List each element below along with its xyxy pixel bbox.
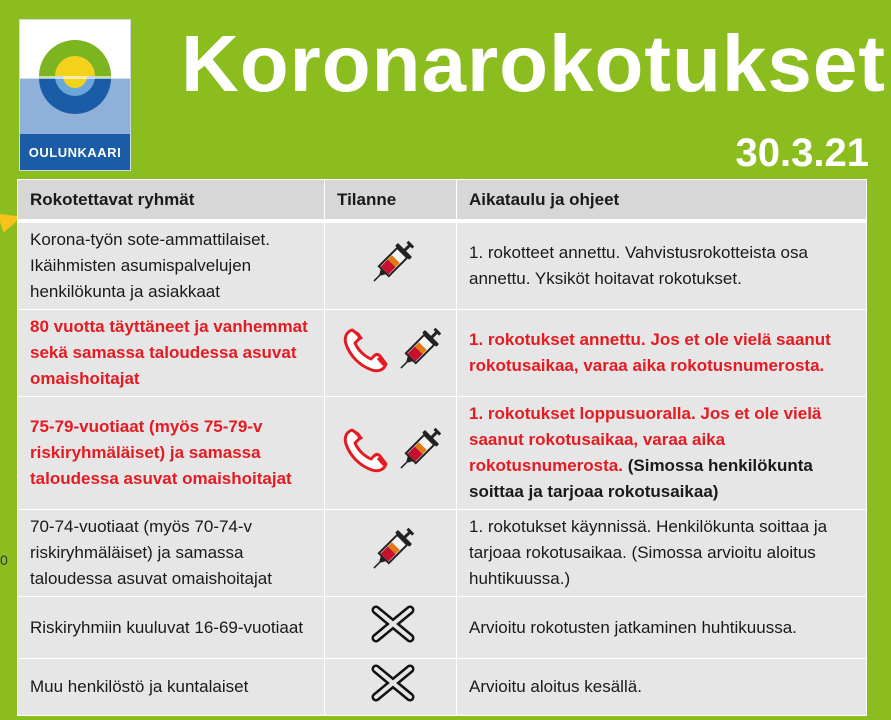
group-cell: 80 vuotta täyttäneet ja vanhemmat sekä samassa taloudessa asuvat omaishoitajat: [18, 310, 325, 397]
schedule-text: 1. rokotteet annettu. Vahvistusrokotteista osa annettu. Yksiköt hoitavat rokotukset.: [469, 243, 808, 288]
status-cell: [325, 659, 457, 716]
schedule-cell: [457, 510, 867, 597]
table-row: [18, 397, 867, 510]
schedule-cell: [457, 221, 867, 310]
schedule-cell: [457, 397, 867, 510]
table-row: [18, 597, 867, 659]
group-cell: 75-79-vuotiaat (myös 75-79-v riskiryhmäläiset) ja samassa taloudessa asuvat omaishoitajat: [18, 397, 325, 510]
table-row: [18, 659, 867, 716]
status-cell: [325, 597, 457, 659]
syringe-icon: [392, 321, 448, 385]
syringe-icon: [392, 421, 448, 485]
logo-text: OULUNKAARI: [20, 134, 130, 170]
column-header-status: Tilanne: [325, 180, 457, 222]
schedule-cell: [457, 310, 867, 397]
phone-icon: [338, 422, 392, 484]
column-header-groups: Rokotettavat ryhmät: [18, 180, 325, 222]
syringe-icon: [365, 234, 421, 298]
table-row: [18, 510, 867, 597]
status-cell: [325, 397, 457, 510]
schedule-cell: [457, 659, 867, 716]
vaccination-table: [17, 179, 867, 716]
table-row: [18, 221, 867, 310]
cross-icon: [370, 604, 416, 652]
syringe-icon: [365, 521, 421, 585]
status-cell: [325, 510, 457, 597]
schedule-text: Arvioitu aloitus kesällä.: [469, 677, 642, 696]
schedule-alert-text: 1. rokotukset annettu. Jos et ole vielä saanut rokotusaikaa, varaa aika rokotusnumerosta.: [469, 330, 831, 375]
phone-icon: [338, 322, 392, 384]
schedule-text: 1. rokotukset käynnissä. Henkilökunta soittaa ja tarjoaa rokotusaikaa. (Simossa arvioitu aloitus huhtikuussa.): [469, 517, 828, 588]
schedule-cell: [457, 597, 867, 659]
group-cell: Korona-työn sote-ammattilaiset. Ikäihmisten asumispalvelujen henkilökunta ja asiakkaat: [18, 221, 325, 310]
cross-icon: [370, 663, 416, 711]
group-cell: 70-74-vuotiaat (myös 70-74-v riskiryhmäläiset) ja samassa taloudessa asuvat omaishoitajat: [18, 510, 325, 597]
schedule-text: Arvioitu rokotusten jatkaminen huhtikuussa.: [469, 617, 797, 637]
status-cell: [325, 221, 457, 310]
page-title: Koronarokotukset: [181, 19, 886, 108]
schedule-text: (Simossa henkilökunta soittaa ja tarjoaa rokotusaikaa): [469, 456, 813, 501]
page-date: 30.3.21: [735, 131, 869, 175]
table-row: [18, 310, 867, 397]
table-header-row: [18, 180, 867, 222]
side-mark: 0: [0, 552, 8, 568]
group-cell: Riskiryhmiin kuuluvat 16-69-vuotiaat: [18, 597, 325, 659]
column-header-schedule: Aikataulu ja ohjeet: [457, 180, 867, 222]
oulunkaari-logo: [19, 19, 131, 171]
logo-emblem-icon: [20, 20, 130, 136]
status-cell: [325, 310, 457, 397]
schedule-alert-text: 1. rokotukset loppusuoralla. Jos et ole vielä saanut rokotusaikaa, varaa aika rokotusnumerosta.: [469, 404, 822, 475]
group-cell: Muu henkilöstö ja kuntalaiset: [18, 659, 325, 716]
